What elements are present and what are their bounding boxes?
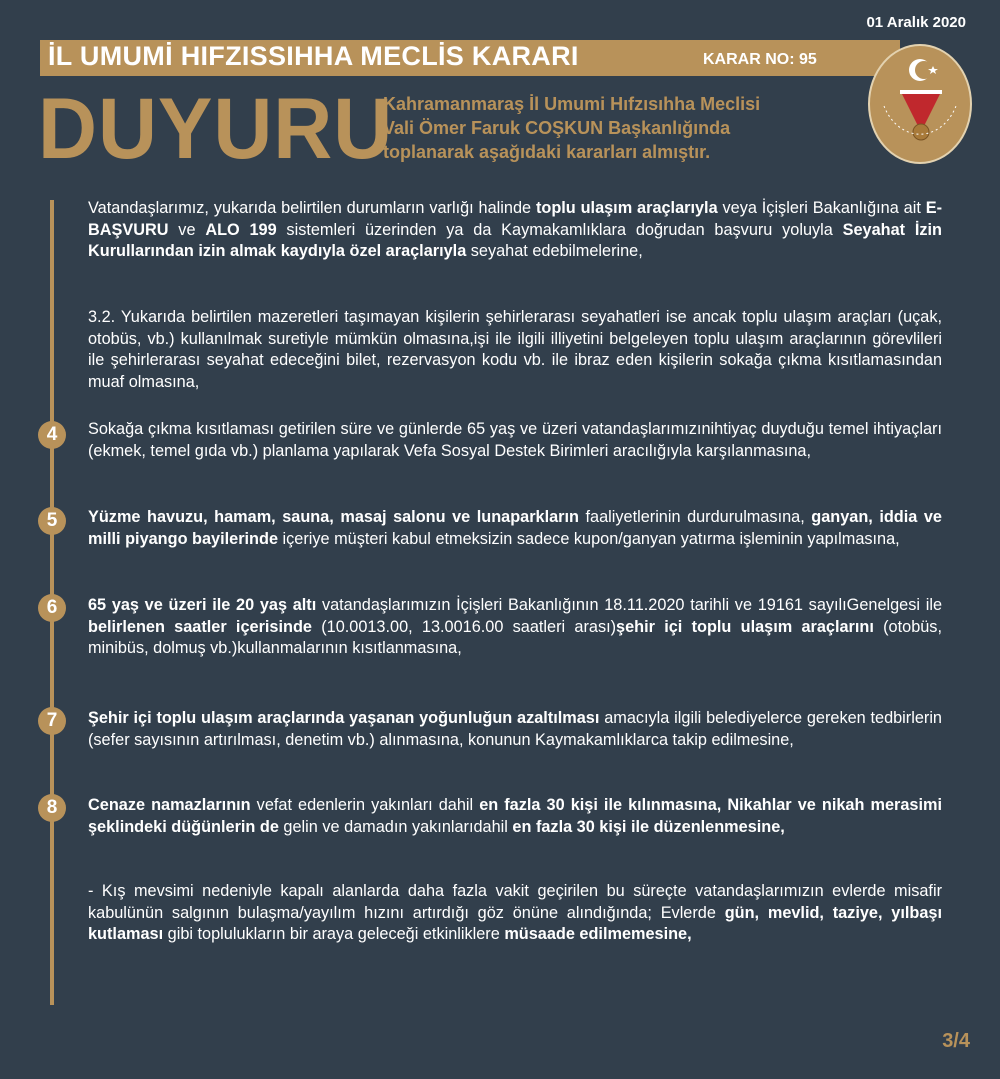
- item-number-badge: 6: [38, 594, 66, 622]
- bold-text-segment: ganyan, iddia ve milli piyango bayilerinde: [88, 508, 942, 548]
- text-segment: gelin ve damadın yakınlarıdahil: [278, 817, 513, 836]
- decision-number: KARAR NO: 95: [703, 51, 817, 68]
- text-segment: 3.2. Yukarıda belirtilen mazeretleri taşımayan kişilerin şehirlerarası seyahatleri ise ancak toplu ulaşım araçları (uçak, otobüs, vb.) kullanılmak suretiyle mümkün olmasına,işi ile ilgili illiyetini belgeleyen toplu ulaşım araçlarının görevlileri ile şehirlerarası seyahat edeceğini bilet, rezervasyon kodu vb. ile ibraz eden kişilerin sokağa çıkma kısıtlamasından muaf olmasına,: [88, 308, 942, 391]
- bold-text-segment: şehir içi toplu ulaşım araçlarını: [616, 617, 874, 636]
- decision-paragraph: [88, 795, 942, 838]
- decision-paragraph: [88, 198, 942, 263]
- text-segment: ve: [168, 220, 206, 239]
- page-title: İL UMUMİ HIFZISSIHHA MECLİS KARARI: [48, 41, 579, 71]
- bold-text-segment: 65 yaş ve üzeri ile 20 yaş altı: [88, 596, 317, 614]
- text-segment: (10.0013.00, 13.0016.00 saatleri arası): [311, 617, 617, 636]
- decision-paragraph: [88, 419, 942, 462]
- decision-paragraph: [88, 595, 942, 660]
- decision-paragraph: [88, 708, 942, 751]
- bold-text-segment: E-BAŞVURU: [88, 199, 943, 239]
- bold-text-segment: Şehir içi toplu ulaşım araçlarında yaşanan yoğunluğun azaltılması: [88, 709, 600, 727]
- intro-text: [383, 92, 760, 164]
- text-segment: Sokağa çıkma kısıtlaması getirilen süre ve günlerde 65 yaş ve üzeri vatandaşlarımızınihtiyaç duyduğu temel ihtiyaçları (ekmek, temel gıda vb.) planlama yapılarak Vefa Sosyal Destek Birimleri aracılığıyla karşılanmasına,: [88, 420, 942, 460]
- text-segment: Vatandaşlarımız, yukarıda belirtilen durumların varlığı halinde: [88, 199, 536, 217]
- decision-paragraph: [88, 307, 942, 393]
- text-segment: gibi toplulukların bir araya geleceği etkinliklere: [163, 925, 505, 943]
- text-segment: (otobüs, minibüs, dolmuş vb.)kullanmalarının kısıtlanmasına,: [88, 617, 942, 657]
- item-number-badge: 7: [38, 707, 66, 735]
- text-segment: vefat edenlerin yakınları dahil: [250, 796, 480, 814]
- text-segment: vatandaşlarımızın İçişleri Bakanlığının 18.11.2020 tarihli ve 19161 sayılıGenelgesi ile: [316, 596, 942, 614]
- announcement-heading: DUYURU: [38, 81, 394, 177]
- text-segment: - Kış mevsimi nedeniyle kapalı alanlarda daha fazla vakit geçirilen bu süreçte vatandaşlarımızın evlerde misafir kabulünün salgının bulaşma/yayılım hızını artırdığı göz önüne alındığında; Evlerde: [88, 882, 942, 922]
- text-segment: amacıyla ilgili belediyelerce gereken tedbirlerin (sefer sayısının artırılması, denetim vb.) alınmasına, konunun Kaymakamlıklarca takip edilmesine,: [88, 709, 942, 749]
- text-segment: faaliyetlerinin durdurulmasına,: [578, 508, 812, 526]
- bold-text-segment: müsaade edilmemesine,: [504, 925, 692, 943]
- bold-text-segment: en fazla 30 kişi ile düzenlenmesine,: [512, 817, 785, 836]
- bold-text-segment: Yüzme havuzu, hamam, sauna, masaj salonu ve lunaparkların: [88, 508, 579, 526]
- bold-text-segment: ALO 199: [205, 220, 277, 239]
- decision-paragraph: [88, 507, 942, 550]
- item-number-badge: 5: [38, 507, 66, 535]
- bold-text-segment: toplu ulaşım araçlarıyla: [535, 199, 718, 217]
- intro-line: Kahramanmaraş İl Umumi Hıfzısıhha Meclisi: [383, 94, 761, 114]
- page-number: 3/4: [942, 1030, 970, 1052]
- item-number-badge: 4: [38, 421, 66, 449]
- decision-paragraph: [88, 881, 942, 946]
- date: 01 Aralık 2020: [866, 14, 966, 31]
- text-segment: sistemleri üzerinden ya da Kaymakamlıklara doğrudan başvuru yoluyla: [276, 220, 843, 239]
- bold-text-segment: Cenaze namazlarının: [88, 796, 251, 814]
- intro-line: Vali Ömer Faruk COŞKUN Başkanlığında: [383, 118, 731, 138]
- text-segment: seyahat edebilmelerine,: [466, 242, 643, 260]
- intro-line: toplanarak aşağıdaki kararları almıştır.: [383, 142, 711, 162]
- text-segment: veya İçişleri Bakanlığına ait: [717, 199, 926, 217]
- text-segment: içeriye müşteri kabul etmeksizin sadece kupon/ganyan yatırma işleminin yapılmasına,: [278, 529, 900, 548]
- bold-text-segment: Seyahat İzin Kurullarından izin almak kaydıyla özel araçlarıyla: [88, 220, 942, 260]
- item-number-badge: 8: [38, 794, 66, 822]
- bold-text-segment: gün, mevlid, taziye, yılbaşı kutlaması: [88, 903, 942, 943]
- bold-text-segment: belirlenen saatler içerisinde: [88, 617, 312, 636]
- governorship-seal-logo: [868, 44, 972, 164]
- bold-text-segment: en fazla 30 kişi ile kılınmasına, Nikahlar ve nikah merasimi şeklindeki düğünlerin de: [88, 796, 942, 836]
